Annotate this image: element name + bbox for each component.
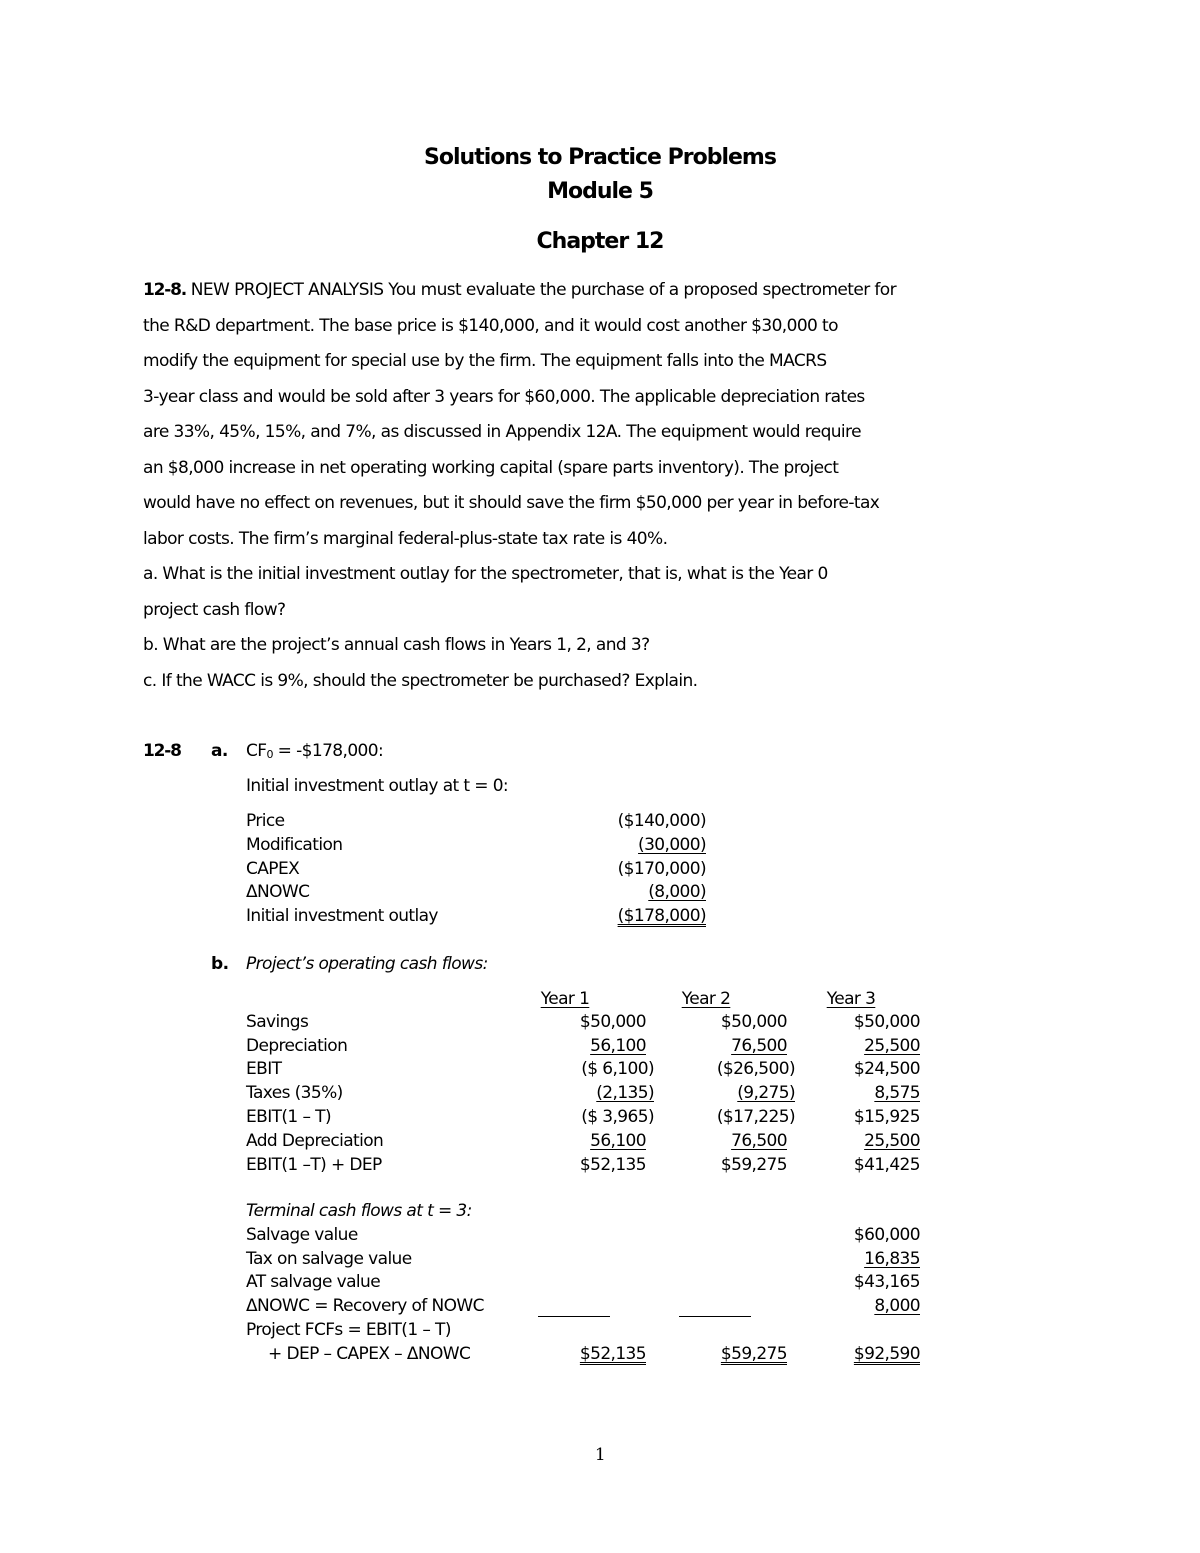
cell-year-2: 76,500 [731,1036,787,1056]
blank-line-year-1 [538,1316,610,1317]
cell-year-3: $24,500 [853,1059,920,1079]
cell-year-2: $50,000 [720,1012,787,1032]
cell-year-3: $50,000 [853,1012,920,1032]
row-label: AT salvage value [246,1272,381,1292]
cell-year-3: $41,425 [853,1155,920,1175]
problem-line: are 33%, 45%, 15%, and 7%, as discussed in Appendix 12A. The equipment would require [143,422,861,442]
part-a-letter: a. [211,741,228,761]
terminal-title: Terminal cash flows at t = 3: [246,1201,472,1221]
problem-line: 12-8. NEW PROJECT ANALYSIS You must evaluate the purchase of a proposed spectrometer for [143,280,896,300]
row-label: Salvage value [246,1225,358,1245]
question-a-cont: project cash flow? [143,599,286,620]
row-label: Taxes (35%) [246,1083,343,1103]
row-label: EBIT [246,1059,282,1079]
fcf-year-1: $52,135 [579,1344,646,1364]
row-label: Modification [246,835,343,855]
solution-number: 12-8 [143,741,181,761]
column-header-year-1: Year 1 [540,989,590,1009]
question-c: c. If the WACC is 9%, should the spectrometer be purchased? Explain. [143,670,698,691]
fcf-label-line-2: + DEP – CAPEX – ΔNOWC [268,1344,471,1364]
row-label: Price [246,811,285,831]
page-number: 1 [594,1445,606,1465]
question-b: b. What are the project’s annual cash flows in Years 1, 2, and 3? [143,635,650,655]
cell-year-1: 56,100 [590,1131,646,1151]
cell-year-2: 76,500 [731,1131,787,1151]
problem-line: the R&D department. The base price is $140,000, and it would cost another $30,000 to [143,315,838,336]
cell-year-1: $52,135 [579,1155,646,1175]
cell-year-3: 16,835 [864,1249,920,1269]
row-label: CAPEX [246,859,300,879]
column-header-year-3: Year 3 [826,989,876,1009]
document-title: Solutions to Practice Problems [424,145,776,170]
part-a-subtitle: Initial investment outlay at t = 0: [246,776,509,796]
row-label: ΔNOWC [246,882,310,902]
cell-year-3: 25,500 [864,1036,920,1056]
row-value: ($140,000) [617,811,706,831]
module-heading: Module 5 [547,179,653,204]
cell-year-3: 8,575 [874,1083,920,1103]
row-value: ($178,000) [617,906,706,926]
cell-year-3: 8,000 [874,1296,920,1316]
problem-line: an $8,000 increase in net operating working capital (spare parts inventory). The project [143,457,839,478]
row-label: EBIT(1 – T) [246,1107,331,1127]
row-label: Initial investment outlay [246,906,438,926]
row-label: Depreciation [246,1036,348,1056]
blank-line-year-2 [679,1316,751,1317]
cell-year-1: ($ 6,100) [581,1059,654,1079]
cell-year-1: ($ 3,965) [581,1107,654,1127]
chapter-heading: Chapter 12 [536,229,664,254]
question-a: a. What is the initial investment outlay for the spectrometer, that is, what is the Year 0 [143,564,828,584]
row-label: ΔNOWC = Recovery of NOWC [246,1296,484,1316]
column-header-year-2: Year 2 [681,989,731,1009]
row-value: (8,000) [648,882,706,902]
problem-statement [143,273,973,699]
problem-line: labor costs. The firm’s marginal federal-plus-state tax rate is 40%. [143,528,668,549]
row-label: Savings [246,1012,309,1032]
cell-year-1: $50,000 [579,1012,646,1032]
cell-year-3: 25,500 [864,1131,920,1151]
row-label: EBIT(1 –T) + DEP [246,1155,382,1175]
problem-line: 3-year class and would be sold after 3 years for $60,000. The applicable depreciation rates [143,386,865,407]
row-label: Add Depreciation [246,1131,384,1151]
cell-year-3: $43,165 [853,1272,920,1292]
part-b-subtitle: Project’s operating cash flows: [246,954,488,974]
fcf-year-2: $59,275 [720,1344,787,1364]
fcf-label-line-1: Project FCFs = EBIT(1 – T) [246,1320,451,1340]
problem-line: would have no effect on revenues, but it should save the firm $50,000 per year in before-tax [143,493,880,513]
cell-year-2: (9,275) [737,1083,795,1103]
problem-line: modify the equipment for special use by the firm. The equipment falls into the MACRS [143,351,827,371]
cell-year-2: $59,275 [720,1155,787,1175]
fcf-year-3: $92,590 [853,1344,920,1364]
row-label: Tax on salvage value [246,1249,412,1269]
problem-number: 12-8. [143,280,186,300]
cell-year-2: ($26,500) [716,1059,795,1079]
cell-year-3: $60,000 [853,1225,920,1245]
row-value: (30,000) [638,835,706,855]
cell-year-1: (2,135) [596,1083,654,1103]
cell-year-2: ($17,225) [716,1107,795,1127]
cell-year-1: 56,100 [590,1036,646,1056]
row-value: ($170,000) [617,859,706,879]
cell-year-3: $15,925 [853,1107,920,1127]
cf0-equation: $CF_0$ = -$178,000: [246,741,384,761]
part-b-letter: b. [211,954,229,974]
